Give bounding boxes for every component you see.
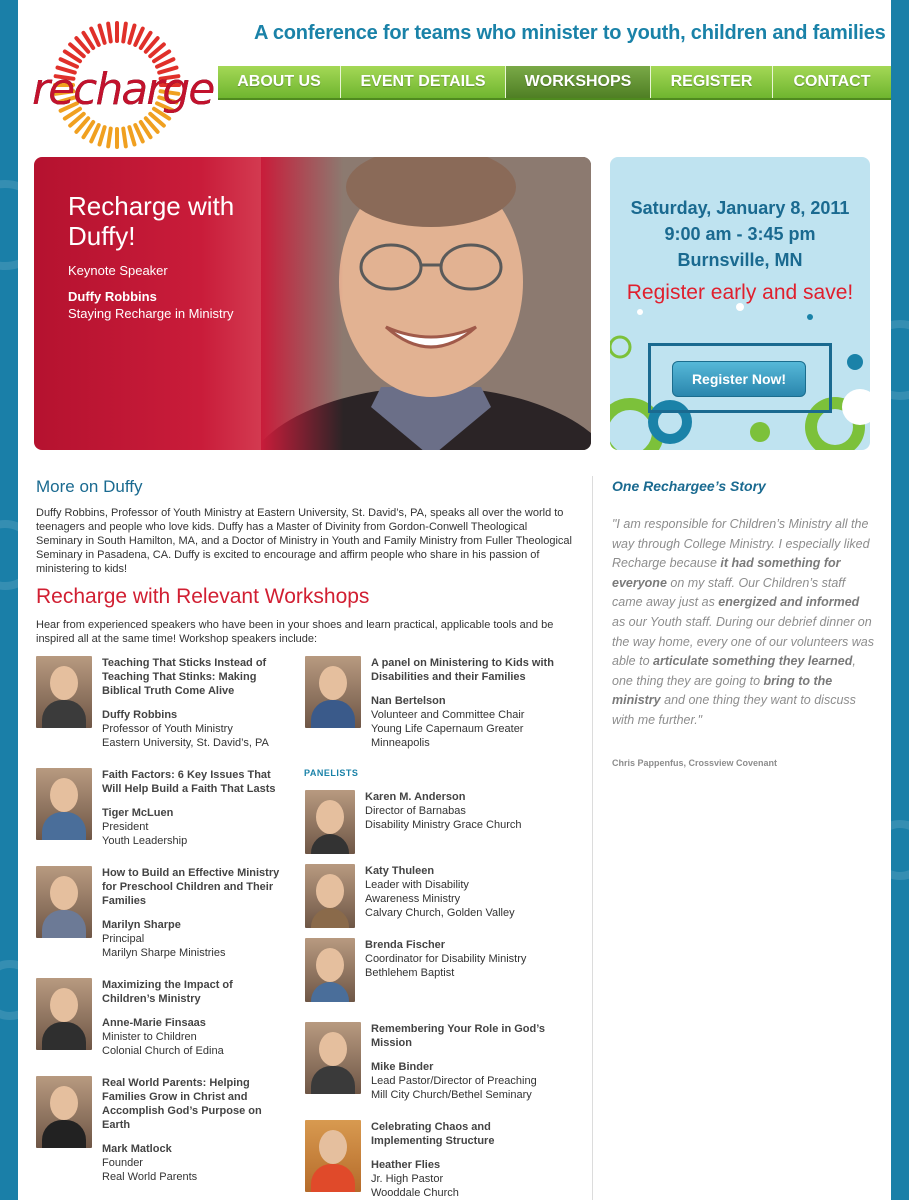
speaker-role: President	[102, 821, 149, 833]
story-heading: One Rechargee’s Story	[612, 478, 766, 494]
speaker-photo	[36, 1076, 92, 1148]
workshop-title: Maximizing the Impact of Children’s Ministry	[102, 979, 233, 1005]
nav-event-details[interactable]: EVENT DETAILS	[341, 66, 506, 98]
speaker-name: Duffy Robbins	[102, 709, 178, 721]
nav-register[interactable]: REGISTER	[651, 66, 773, 98]
speaker-photo	[305, 656, 361, 728]
workshops-intro: Hear from experienced speakers who have been in your shoes and learn practical, applicable tools and be inspired all at the same time! Workshop speakers include:	[36, 619, 554, 645]
panelist-role: Leader with Disability	[365, 879, 469, 891]
speaker-org-line: Minneapolis	[371, 737, 430, 749]
speaker-role: Founder	[102, 1157, 143, 1169]
hero-speaker-name: Duffy Robbins	[68, 289, 157, 304]
nav-contact[interactable]: CONTACT	[793, 73, 871, 90]
speaker-org: Mill City Church/Bethel Seminary	[371, 1089, 532, 1101]
speaker-name: Mark Matlock	[102, 1143, 172, 1155]
workshop-title: Remembering Your Role in God’s Mission	[371, 1023, 545, 1049]
speaker-name: Anne-Marie Finsaas	[102, 1017, 206, 1029]
workshop-title: Teaching That Sticks Instead of Teaching That Stinks: Making Biblical Truth Come Alive	[102, 657, 267, 697]
speaker-org: Colonial Church of Edina	[102, 1045, 224, 1057]
workshop-title: Real World Parents: Helping Families Grow in Christ and Accomplish God’s Purpose on Earth	[102, 1077, 262, 1131]
panelist-role: Coordinator for Disability Ministry	[365, 953, 527, 965]
duffy-bio: Duffy Robbins, Professor of Youth Ministry at Eastern University, St. David’s, PA, speaks all over the world to teenagers and people who love kids. Duffy has a Master of Divinity from Gordon-Conwell Theological Seminary in South Hamilton, MA, and a Doctor of Ministry in Youth and Family Ministry from Fuller Theological Seminary in Pasadena, CA. Duffy is excited to encourage and affirm people who share in his passion of ministering to kids!	[36, 507, 572, 575]
speaker-role: Lead Pastor/Director of Preaching	[371, 1075, 537, 1087]
event-time: 9:00 am - 3:45 pm	[664, 224, 816, 244]
speaker-role: Professor of Youth Ministry	[102, 723, 233, 735]
hero-title: Recharge with Duffy!	[68, 191, 235, 251]
speaker-org: Young Life Capernaum Greater	[371, 723, 524, 735]
hero-topic: Staying Recharge in Ministry	[68, 306, 234, 321]
speaker-photo	[36, 978, 92, 1050]
speaker-org: Real World Parents	[102, 1171, 198, 1183]
speaker-role: Principal	[102, 933, 145, 945]
panelist-org-line: Calvary Church, Golden Valley	[365, 907, 515, 919]
speaker-org: Youth Leadership	[102, 835, 188, 847]
panelists-label: PANELISTS	[304, 768, 359, 778]
speaker-role: Jr. High Pastor	[371, 1173, 444, 1185]
speaker-photo	[36, 768, 92, 840]
event-location: Burnsville, MN	[677, 250, 803, 270]
testimonial-attribution: Chris Pappenfus, Crossview Covenant	[612, 758, 778, 768]
nav-workshops[interactable]: WORKSHOPS	[506, 66, 651, 98]
speaker-org: Marilyn Sharpe Ministries	[102, 947, 226, 959]
speaker-role: Volunteer and Committee Chair	[371, 709, 525, 721]
register-early-cta: Register early and save!	[626, 281, 854, 304]
workshop-title: Faith Factors: 6 Key Issues That Will Help Build a Faith That Lasts	[102, 769, 276, 795]
panelist-role: Director of Barnabas	[365, 805, 466, 817]
recharge-logo[interactable]	[32, 20, 214, 150]
page-container	[18, 0, 891, 1200]
column-divider	[592, 476, 593, 1200]
speaker-name: Heather Flies	[371, 1159, 441, 1171]
event-datetime	[610, 195, 870, 273]
event-date: Saturday, January 8, 2011	[630, 198, 850, 218]
keynote-hero-banner	[34, 157, 591, 450]
speaker-name: Nan Bertelson	[371, 695, 446, 707]
register-now-button[interactable]: Register Now!	[672, 361, 806, 397]
workshop-title: How to Build an Effective Ministry for Preschool Children and Their Families	[102, 867, 280, 907]
speaker-photo	[305, 938, 355, 1002]
main-nav	[218, 66, 891, 100]
speaker-photo	[305, 1120, 361, 1192]
workshop-title: Celebrating Chaos and Implementing Structure	[371, 1121, 495, 1147]
tagline: A conference for teams who minister to youth, children and families	[254, 22, 886, 44]
speaker-photo	[36, 866, 92, 938]
speaker-org: Eastern University, St. David’s, PA	[102, 737, 269, 749]
speaker-photo	[305, 1022, 361, 1094]
panelist-org: Awareness Ministry	[365, 893, 461, 905]
workshop-title: A panel on Ministering to Kids with Disabilities and their Families	[371, 657, 554, 683]
logo-text: recharge	[32, 64, 214, 115]
panelist-name: Brenda Fischer	[365, 939, 446, 951]
workshops-heading: Recharge with Relevant Workshops	[36, 585, 370, 608]
panelist-name: Katy Thuleen	[365, 865, 435, 877]
speaker-photo	[305, 790, 355, 854]
panelist-org: Disability Ministry Grace Church	[365, 819, 522, 831]
speaker-photo	[305, 864, 355, 928]
speaker-name: Marilyn Sharpe	[102, 919, 181, 931]
panelist-org: Bethlehem Baptist	[365, 967, 455, 979]
speaker-name: Mike Binder	[371, 1061, 434, 1073]
panelist-name: Karen M. Anderson	[365, 791, 466, 803]
more-on-duffy-heading: More on Duffy	[36, 477, 143, 496]
keynote-speaker-photo	[261, 157, 591, 450]
speaker-org: Wooddale Church	[371, 1187, 459, 1199]
speaker-name: Tiger McLuen	[102, 807, 174, 819]
nav-about-us[interactable]: ABOUT US	[218, 66, 341, 98]
speaker-photo	[36, 656, 92, 728]
speaker-role: Minister to Children	[102, 1031, 197, 1043]
testimonial-quote: "I am responsible for Children’s Ministry all the way through College Ministry. I especially liked Recharge because it had something for everyone on my staff. Our Children’s staff came away just as energized and informed as our Youth staff. During our debrief dinner on the way home, every one of our volunteers was able to articulate something they learned, one thing they are going to bring to the ministry and one thing they want to discuss with me further."	[612, 517, 874, 727]
hero-role: Keynote Speaker	[68, 263, 168, 278]
event-info-box	[610, 157, 870, 450]
